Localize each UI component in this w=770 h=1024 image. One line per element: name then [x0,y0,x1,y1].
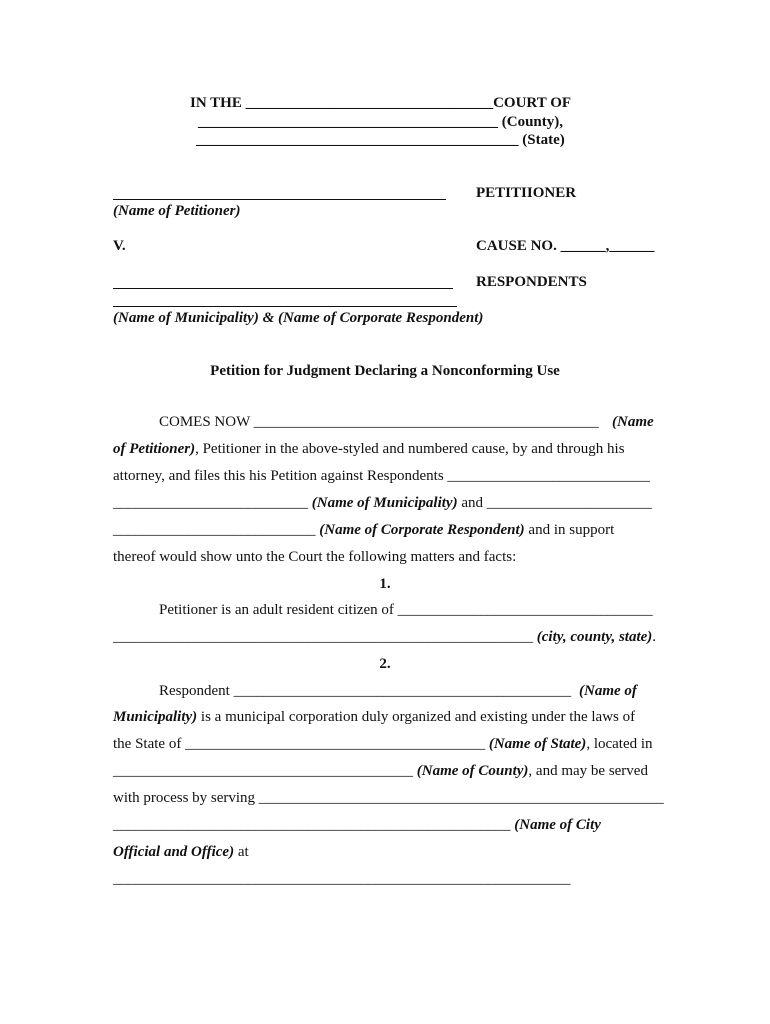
cause-number: CAUSE NO. ______,______ [476,238,655,254]
municipality-hint-a: (Name of [579,683,637,699]
court-suffix: COURT OF [493,95,572,111]
s2-line-6: _____________________________________________________ (Name of City [113,817,601,833]
s1-line-2: ________________________________________________________ (city, county, state). [113,629,657,645]
p1-line-6: thereof would show unto the Court the following matters and facts: [113,549,517,565]
p1-line-5: ___________________________ (Name of Corporate Respondent) and in support [113,522,615,538]
respondent-name-line-1 [113,288,453,289]
petitioner-label: PETITIIONER [476,185,577,201]
s1-line-1: Petitioner is an adult resident citizen of __________________________________ [159,602,653,618]
s2-line-2: Municipality) is a municipal corporation duly organized and existing under the laws of [113,709,636,725]
caption-line-1 [190,94,571,112]
s2-line-7: Official and Office) at [113,844,249,860]
court-name-blank: _________________________________ [245,95,494,111]
petitioner-caption: (Name of Petitioner) [113,203,241,219]
p1-line-3: attorney, and files this his Petition against Respondents ___________________________ [113,468,650,484]
versus-label: V. [113,238,126,254]
s2-line-3: the State of ________________________________________ (Name of State), located in [113,736,653,752]
s2-line-8: _____________________________________________________________ [113,871,571,887]
section-number-2: 2. [379,656,391,672]
s2-line-5: with process by serving ______________________________________________________ [113,790,664,806]
section-number-1: 1. [379,576,391,592]
document-title: Petition for Judgment Declaring a Nonconforming Use [210,363,560,379]
caption-state-line: ___________________________________________ (State) [196,132,565,148]
petitioner-name-hint-a: (Name [612,414,654,430]
caption-county-line: ________________________________________ (County), [198,114,564,130]
p1-line-4: __________________________ (Name of Municipality) and ______________________ [113,495,652,511]
s2-line-4: ________________________________________ (Name of County), and may be served [113,763,648,779]
comes-now-line: COMES NOW ______________________________________________ [159,414,599,430]
respondents-caption: (Name of Municipality) & (Name of Corporate Respondent) [113,310,484,326]
respondent-name-line-2 [113,306,457,307]
p1-line-2: of Petitioner), Petitioner in the above-styled and numbered cause, by and through his [113,441,625,457]
respondents-label: RESPONDENTS [476,274,587,290]
petitioner-name-line [113,199,446,200]
court-prefix: IN THE [190,95,242,111]
s2-line-1: Respondent _____________________________________________ [159,683,572,699]
